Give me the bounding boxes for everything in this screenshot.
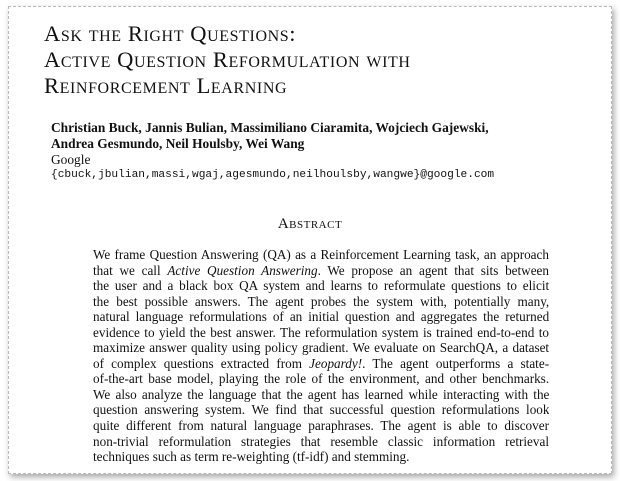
author-line: Andrea Gesmundo, Neil Houlsby, Wei Wang (51, 135, 305, 151)
abstract-heading: Abstract (277, 216, 343, 232)
abstract-line: maximize answer quality using policy gradient. We evaluate on SearchQA, a dataset (93, 340, 549, 356)
paper-page (8, 6, 612, 474)
abstract-line: of-the-art base model, playing the role of the environment, and other benchmarks. (93, 371, 549, 387)
author-list (51, 120, 489, 151)
abstract-line: techniques such as term re-weighting (tf-idf) and stemming. (93, 449, 410, 465)
abstract-line: non-trivial reformulation strategies that resemble classic information retrieval (93, 433, 549, 449)
title-line: Active Question Reformulation with (44, 47, 411, 72)
abstract-line: the user and a black box QA system and learns to reformulate questions to elicit (93, 278, 549, 294)
paper-title (44, 21, 411, 99)
abstract-body (93, 247, 549, 465)
abstract-line: that we call Active Question Answering. We propose an agent that sits between (93, 262, 549, 278)
abstract-line: We frame Question Answering (QA) as a Reinforcement Learning task, an approach (93, 247, 549, 262)
abstract-line: of complex questions extracted from Jeopardy!. The agent outperforms a state- (93, 355, 549, 371)
abstract-line: question answering system. We find that successful question reformulations look (93, 402, 549, 418)
author-emails: {cbuck,jbulian,massi,wgaj,agesmundo,neilhoulsby,wangwe}@google.com (51, 169, 495, 181)
abstract-line: evidence to yield the best answer. The reformulation system is trained end-to-end to (93, 324, 549, 340)
emphasis: Jeopardy! (309, 355, 363, 371)
emphasis: Active Question Answering (167, 262, 318, 278)
abstract-line: natural language reformulations of an initial question and aggregates the returned (93, 309, 549, 325)
abstract-line: the best possible answers. The agent probes the system with, potentially many, (93, 293, 549, 309)
author-line: Christian Buck, Jannis Bulian, Massimiliano Ciaramita, Wojciech Gajewski, (51, 120, 489, 135)
title-line: Reinforcement Learning (44, 73, 288, 98)
abstract-line: We also analyze the language that the agent has learned while interacting with the (93, 386, 549, 402)
affiliation: Google (51, 152, 91, 167)
title-line: Ask the Right Questions: (44, 21, 297, 46)
abstract-line: quite different from natural language paraphrases. The agent is able to discover (93, 418, 549, 434)
